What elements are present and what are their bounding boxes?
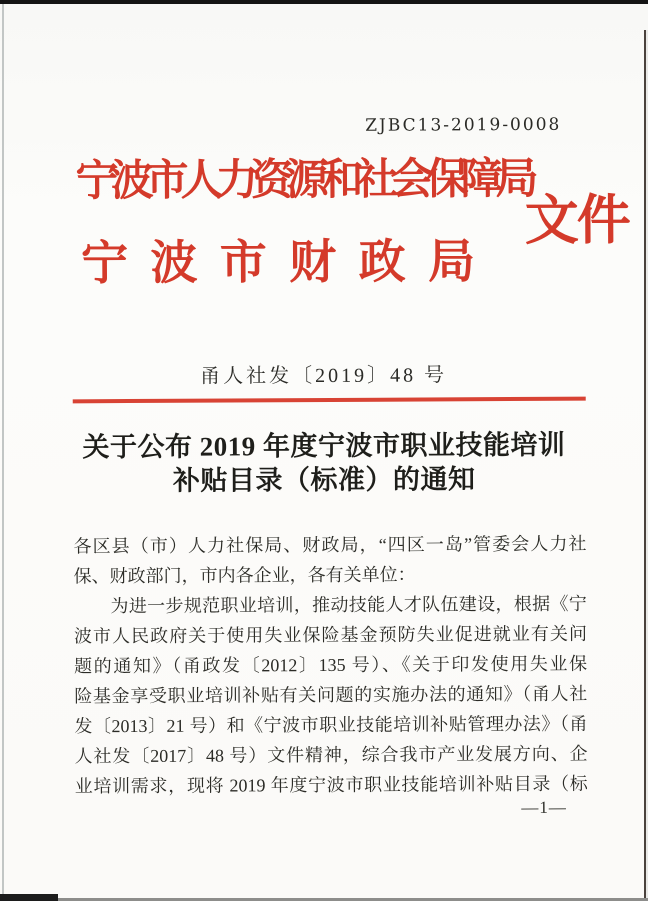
body-line: 发〔2013〕21 号）和《宁波市职业技能培训补贴管理办法》（甬 [74,713,588,737]
letterhead-doc-word: 文件 [524,190,629,251]
body-line: 险基金享受职业培训补贴有关问题的实施办法的通知》（甬人社 [74,683,588,707]
body-line: 题的通知》（甬政发〔2012〕135 号）、《关于印发使用失业保 [74,653,588,677]
body-line: 保、财政部门，市内各企业，各有关单位： [73,564,416,587]
body-line: 业培训需求，现将 2019 年度宁波市职业技能培训补贴目录（标 [74,773,588,797]
archive-code: ZJBC13-2019-0008 [365,114,562,136]
document-number: 甬人社发〔2019〕48 号 [200,364,448,388]
document-body [73,529,587,802]
page-number: —1— [521,797,567,817]
letterhead-agency-line1: 宁波市人力资源和社会保障局 [75,155,531,206]
body-line: 人社发〔2017〕48 号）文件精神，综合我市产业发展方向、企 [74,743,588,767]
body-line: 各区县（市）人力社保局、财政局，“四区一岛”管委会人力社 [73,533,587,557]
document-title-line1: 关于公布 2019 年度宁波市职业技能培训 [82,429,566,463]
body-line: 波市人民政府关于使用失业保险基金预防失业促进就业有关问 [73,623,588,647]
document-title [0,427,648,498]
body-line: 为进一步规范职业培训，推动技能人才队伍建设，根据《宁 [73,593,587,617]
document-title-line2: 补贴目录（标准）的通知 [172,464,476,496]
red-divider-rule [73,397,586,404]
letterhead-agency-line2: 宁波市财政局 [80,236,476,291]
